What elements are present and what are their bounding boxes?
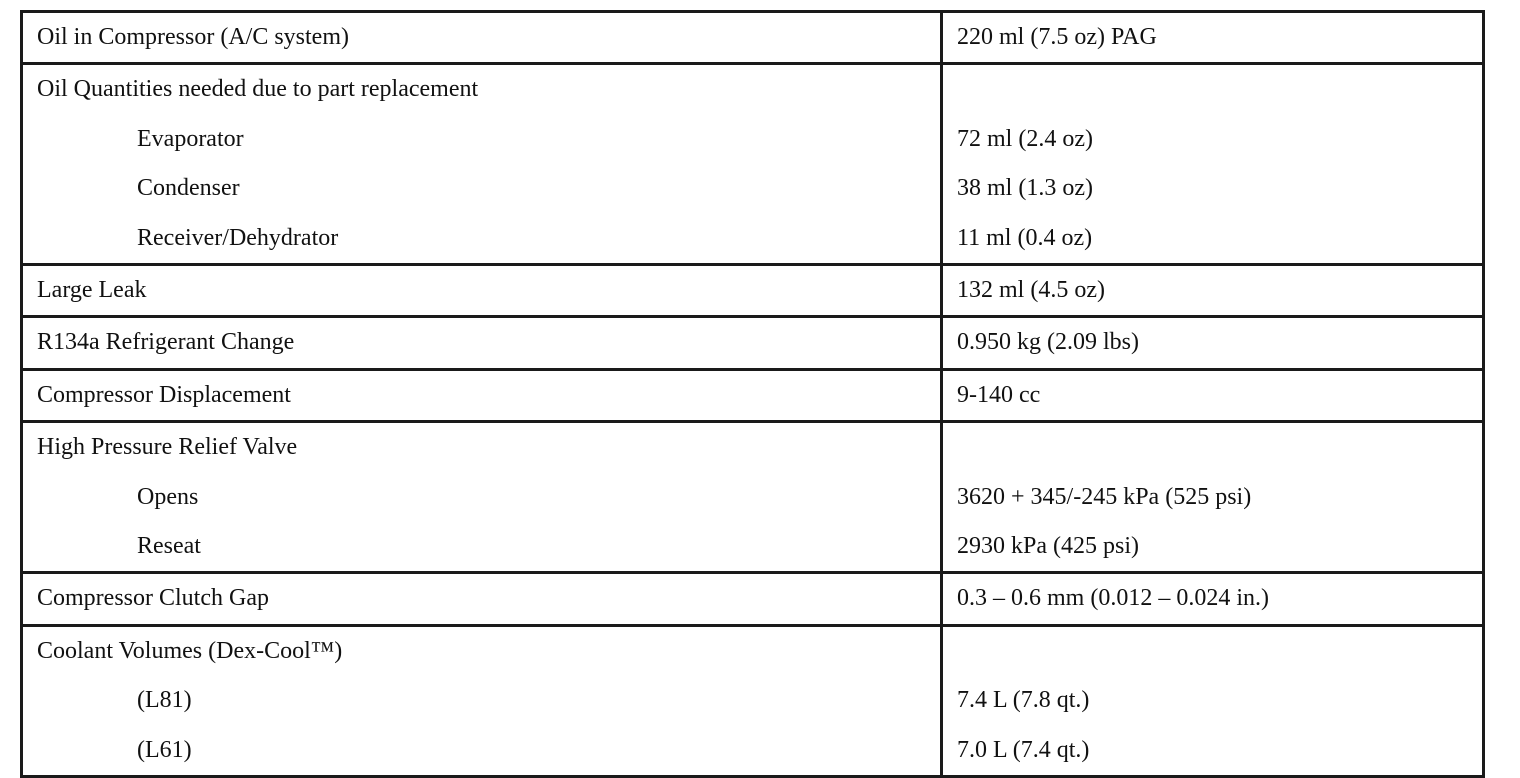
spec-value: 0.3 – 0.6 mm (0.012 – 0.024 in.): [942, 573, 1484, 625]
spec-value: 38 ml (1.3 oz): [957, 175, 1093, 202]
spec-label: R134a Refrigerant Change: [22, 317, 942, 369]
spec-group-coolant-volumes: [22, 625, 1484, 776]
table-row: [22, 369, 1484, 421]
spec-group-clutch-gap: [22, 573, 1484, 625]
spec-value: 0.950 kg (2.09 lbs): [942, 317, 1484, 369]
table-row: [22, 115, 1484, 164]
spec-group-large-leak: [22, 265, 1484, 317]
table-row: [22, 573, 1484, 625]
spec-value: 132 ml (4.5 oz): [942, 265, 1484, 317]
spec-sublabel: (L61): [137, 736, 192, 763]
table-row: [22, 214, 1484, 265]
spec-sublabel: Opens: [137, 483, 199, 510]
spec-value: 9-140 cc: [942, 369, 1484, 421]
spec-value: 2930 kPa (425 psi): [957, 533, 1139, 560]
spec-label: Coolant Volumes (Dex-Cool™): [22, 625, 942, 676]
spec-value: 72 ml (2.4 oz): [957, 125, 1093, 152]
table-row: [22, 64, 1484, 115]
spec-group-oil-quantities: [22, 64, 1484, 265]
spec-label: Compressor Displacement: [22, 369, 942, 421]
table-row: [22, 473, 1484, 522]
table-row: [22, 522, 1484, 573]
spec-sublabel: Receiver/Dehydrator: [137, 224, 339, 251]
table-row: [22, 12, 1484, 64]
spec-label: High Pressure Relief Valve: [22, 422, 942, 473]
spec-value: 3620 + 345/-245 kPa (525 psi): [957, 483, 1252, 510]
spec-value: 7.4 L (7.8 qt.): [957, 687, 1090, 714]
spec-value: [942, 625, 1484, 676]
table-row: [22, 422, 1484, 473]
spec-value: [942, 64, 1484, 115]
spec-value: [942, 422, 1484, 473]
spec-sublabel: Condenser: [137, 175, 240, 202]
table-row: [22, 676, 1484, 725]
table-row: [22, 317, 1484, 369]
spec-sublabel: Evaporator: [137, 125, 244, 152]
spec-label: Large Leak: [22, 265, 942, 317]
spec-label: Oil in Compressor (A/C system): [22, 12, 942, 64]
spec-group-oil-in-compressor: [22, 12, 1484, 64]
spec-group-relief-valve: [22, 422, 1484, 573]
table-row: [22, 265, 1484, 317]
spec-value: 7.0 L (7.4 qt.): [957, 736, 1090, 763]
specifications-table: [20, 10, 1485, 778]
spec-group-refrigerant-change: [22, 317, 1484, 369]
spec-label: Compressor Clutch Gap: [22, 573, 942, 625]
table-row: [22, 164, 1484, 213]
spec-value: 220 ml (7.5 oz) PAG: [957, 24, 1157, 50]
spec-sublabel: (L81): [137, 687, 192, 714]
table-row: [22, 625, 1484, 676]
spec-label: Oil Quantities needed due to part replacement: [22, 64, 942, 115]
spec-sublabel: Reseat: [137, 533, 201, 560]
spec-group-compressor-displacement: [22, 369, 1484, 421]
table-row: [22, 726, 1484, 777]
spec-value: 11 ml (0.4 oz): [957, 224, 1093, 251]
